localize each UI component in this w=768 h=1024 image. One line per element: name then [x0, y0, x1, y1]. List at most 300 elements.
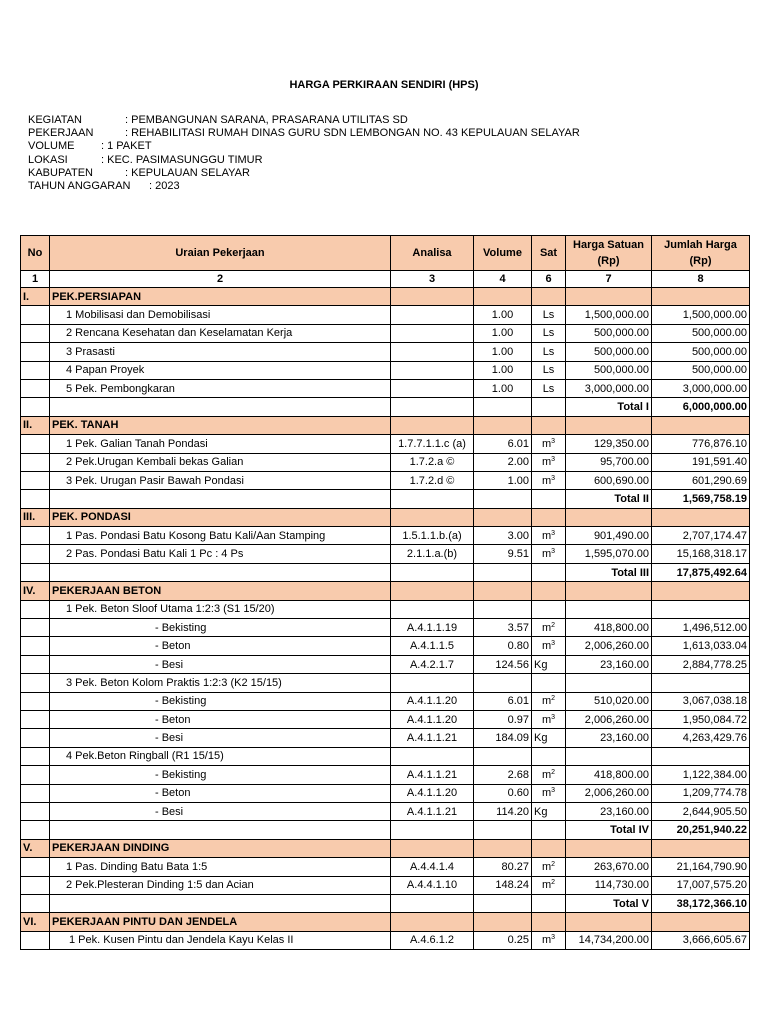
item-harga: 23,160.00	[566, 655, 652, 673]
header-jumlah-line2: (Rp)	[689, 255, 712, 267]
item-volume: 0.80	[474, 637, 532, 655]
item-sat	[532, 379, 566, 397]
item-harga: 2,006,260.00	[566, 637, 652, 655]
empty-cell	[21, 821, 50, 839]
item-sat	[532, 545, 566, 563]
info-value: : REHABILITASI RUMAH DINAS GURU SDN LEMBONGAN NO. 43 KEPULAUAN SELAYAR	[125, 127, 580, 140]
item-name: 3 Pek. Beton Kolom Praktis 1:2:3 (K2 15/15)	[50, 674, 391, 692]
empty-cell	[532, 398, 566, 416]
item-jumlah: 776,876.10	[652, 435, 750, 453]
empty-cell	[652, 416, 750, 434]
item-analisa: 1.7.2.d ©	[391, 471, 474, 489]
item-jumlah	[652, 600, 750, 618]
table-row	[21, 471, 750, 489]
item-harga: 114,730.00	[566, 876, 652, 894]
item-analisa: A.4.4.1.4	[391, 858, 474, 876]
section-name: PEK. TANAH	[50, 416, 391, 434]
unit-text: m	[541, 548, 552, 561]
item-sat	[532, 692, 566, 710]
item-sat	[532, 747, 566, 765]
empty-cell	[474, 821, 532, 839]
item-sat	[532, 619, 566, 637]
item-name: 3 Prasasti	[50, 343, 391, 361]
table-row	[21, 766, 750, 784]
unit-exponent: 3	[551, 529, 556, 537]
table-row	[21, 324, 750, 342]
info-lokasi	[28, 153, 263, 167]
info-label: PEKERJAAN	[28, 127, 94, 140]
item-sat	[532, 343, 566, 361]
item-name: - Beton	[50, 710, 391, 728]
table-row	[21, 527, 750, 545]
empty-cell	[21, 802, 50, 820]
item-sat	[532, 674, 566, 692]
item-harga: 500,000.00	[566, 343, 652, 361]
empty-cell	[566, 508, 652, 526]
item-harga	[566, 600, 652, 618]
table-row	[21, 784, 750, 802]
total-row	[21, 398, 750, 416]
info-volume	[28, 140, 152, 153]
item-analisa	[391, 600, 474, 618]
section-name: PEK.PERSIAPAN	[50, 288, 391, 306]
empty-cell	[21, 453, 50, 471]
info-kegiatan	[28, 114, 408, 127]
total-label: Total III	[566, 563, 652, 581]
item-jumlah: 1,209,774.78	[652, 784, 750, 802]
item-harga: 95,700.00	[566, 453, 652, 471]
header-jumlah-harga	[652, 236, 750, 271]
item-volume: 6.01	[474, 692, 532, 710]
total-value: 1,569,758.19	[652, 490, 750, 508]
empty-cell	[474, 913, 532, 931]
item-name: - Beton	[50, 637, 391, 655]
empty-cell	[532, 563, 566, 581]
item-analisa: A.4.1.1.21	[391, 802, 474, 820]
table-row	[21, 729, 750, 747]
item-harga: 1,595,070.00	[566, 545, 652, 563]
info-value: : 2023	[149, 179, 180, 192]
item-sat	[532, 361, 566, 379]
item-sat	[532, 784, 566, 802]
info-kabupaten	[28, 166, 250, 180]
item-jumlah: 15,168,318.17	[652, 545, 750, 563]
item-volume: 6.01	[474, 435, 532, 453]
col-number: 3	[391, 271, 474, 288]
info-pekerjaan	[28, 127, 580, 140]
section-name: PEKERJAAN DINDING	[50, 839, 391, 857]
empty-cell	[21, 876, 50, 894]
empty-cell	[21, 729, 50, 747]
unit-exponent: 3	[551, 437, 556, 445]
empty-cell	[532, 894, 566, 912]
item-volume: 1.00	[474, 306, 532, 324]
empty-cell	[391, 508, 474, 526]
table-row	[21, 802, 750, 820]
empty-cell	[474, 563, 532, 581]
item-volume: 1.00	[474, 324, 532, 342]
unit-exponent: 2	[551, 695, 556, 703]
item-jumlah: 1,500,000.00	[652, 306, 750, 324]
table-row	[21, 453, 750, 471]
col-number: 6	[532, 271, 566, 288]
item-harga: 23,160.00	[566, 729, 652, 747]
empty-cell	[21, 471, 50, 489]
empty-cell	[21, 894, 50, 912]
table-row	[21, 619, 750, 637]
col-number: 7	[566, 271, 652, 288]
table-row	[21, 306, 750, 324]
table-row	[21, 747, 750, 765]
empty-cell	[21, 655, 50, 673]
item-sat	[532, 600, 566, 618]
total-value: 20,251,940.22	[652, 821, 750, 839]
item-name: - Beton	[50, 784, 391, 802]
section-number: IV.	[21, 582, 50, 600]
empty-cell	[652, 913, 750, 931]
empty-cell	[652, 582, 750, 600]
unit-exponent: 3	[551, 456, 556, 464]
unit-text: m	[541, 437, 552, 450]
total-value: 17,875,492.64	[652, 563, 750, 581]
item-jumlah: 2,707,174.47	[652, 527, 750, 545]
unit-exponent: 2	[551, 879, 556, 887]
section-name: PEK. PONDASI	[50, 508, 391, 526]
section-row	[21, 839, 750, 857]
unit-exponent: 2	[551, 621, 556, 629]
info-tahun	[28, 179, 180, 193]
empty-cell	[50, 563, 391, 581]
unit-text: m	[541, 768, 552, 781]
item-volume: 1.00	[474, 361, 532, 379]
item-jumlah: 500,000.00	[652, 324, 750, 342]
item-sat	[532, 876, 566, 894]
item-harga: 600,690.00	[566, 471, 652, 489]
item-analisa: A.4.1.1.21	[391, 729, 474, 747]
empty-cell	[391, 490, 474, 508]
empty-cell	[474, 490, 532, 508]
empty-cell	[21, 379, 50, 397]
item-volume: 1.00	[474, 343, 532, 361]
empty-cell	[50, 821, 391, 839]
total-value: 38,172,366.10	[652, 894, 750, 912]
column-number-row	[21, 271, 750, 288]
empty-cell	[50, 398, 391, 416]
item-name: 2 Rencana Kesehatan dan Keselamatan Kerja	[50, 324, 391, 342]
item-jumlah: 1,613,033.04	[652, 637, 750, 655]
item-name: 5 Pek. Pembongkaran	[50, 379, 391, 397]
empty-cell	[21, 306, 50, 324]
unit-text: m	[541, 640, 552, 653]
item-harga	[566, 747, 652, 765]
col-number: 8	[652, 271, 750, 288]
item-name: - Besi	[50, 729, 391, 747]
item-harga: 418,800.00	[566, 619, 652, 637]
section-number: II.	[21, 416, 50, 434]
table-row	[21, 876, 750, 894]
unit-text: Kg	[534, 732, 548, 745]
unit-text: Ls	[542, 345, 555, 358]
item-jumlah	[652, 674, 750, 692]
item-analisa: A.4.1.1.20	[391, 784, 474, 802]
empty-cell	[21, 858, 50, 876]
section-row	[21, 288, 750, 306]
empty-cell	[532, 416, 566, 434]
total-row	[21, 894, 750, 912]
empty-cell	[391, 839, 474, 857]
info-label: VOLUME	[28, 140, 75, 153]
item-analisa	[391, 747, 474, 765]
item-analisa: 1.5.1.1.b.(a)	[391, 527, 474, 545]
item-harga: 510,020.00	[566, 692, 652, 710]
empty-cell	[391, 398, 474, 416]
unit-text: Ls	[542, 364, 555, 377]
header-no: No	[21, 236, 50, 271]
header-analisa: Analisa	[391, 236, 474, 271]
item-name: 1 Mobilisasi dan Demobilisasi	[50, 306, 391, 324]
unit-text: Ls	[542, 382, 555, 395]
empty-cell	[391, 563, 474, 581]
table-row	[21, 858, 750, 876]
unit-text: m	[541, 529, 552, 542]
page-title: HARGA PERKIRAAN SENDIRI (HPS)	[289, 79, 479, 91]
item-sat	[532, 471, 566, 489]
section-row	[21, 416, 750, 434]
item-harga: 2,006,260.00	[566, 710, 652, 728]
item-analisa	[391, 361, 474, 379]
table-row	[21, 692, 750, 710]
item-sat	[532, 453, 566, 471]
empty-cell	[391, 913, 474, 931]
empty-cell	[532, 821, 566, 839]
empty-cell	[474, 839, 532, 857]
empty-cell	[532, 582, 566, 600]
item-sat	[532, 802, 566, 820]
item-volume: 0.25	[474, 931, 532, 949]
item-name: - Bekisting	[50, 766, 391, 784]
item-volume: 2.00	[474, 453, 532, 471]
empty-cell	[566, 416, 652, 434]
unit-text: m	[541, 474, 552, 487]
item-jumlah: 1,950,084.72	[652, 710, 750, 728]
unit-exponent: 2	[551, 860, 556, 868]
table-row	[21, 931, 750, 949]
item-jumlah: 191,591.40	[652, 453, 750, 471]
item-harga	[566, 674, 652, 692]
item-jumlah: 4,263,429.76	[652, 729, 750, 747]
item-jumlah: 17,007,575.20	[652, 876, 750, 894]
item-analisa	[391, 379, 474, 397]
empty-cell	[21, 398, 50, 416]
empty-cell	[474, 582, 532, 600]
item-sat	[532, 710, 566, 728]
empty-cell	[21, 931, 50, 949]
section-name: PEKERJAAN PINTU DAN JENDELA	[50, 913, 391, 931]
table-row	[21, 655, 750, 673]
table-row	[21, 637, 750, 655]
empty-cell	[21, 637, 50, 655]
table-row	[21, 710, 750, 728]
item-jumlah: 2,644,905.50	[652, 802, 750, 820]
item-name: 1 Pas. Pondasi Batu Kosong Batu Kali/Aan Stamping	[50, 527, 391, 545]
info-label: KEGIATAN	[28, 114, 82, 126]
empty-cell	[21, 619, 50, 637]
item-name: 1 Pek. Beton Sloof Utama 1:2:3 (S1 15/20)	[50, 600, 391, 618]
item-sat	[532, 324, 566, 342]
empty-cell	[21, 710, 50, 728]
item-name: - Bekisting	[50, 619, 391, 637]
item-volume: 124.56	[474, 655, 532, 673]
item-jumlah	[652, 747, 750, 765]
item-harga: 901,490.00	[566, 527, 652, 545]
unit-text: m	[541, 621, 552, 634]
item-volume: 3.00	[474, 527, 532, 545]
empty-cell	[532, 490, 566, 508]
empty-cell	[21, 545, 50, 563]
item-analisa: 2.1.1.a.(b)	[391, 545, 474, 563]
empty-cell	[21, 343, 50, 361]
item-sat	[532, 637, 566, 655]
item-jumlah: 2,884,778.25	[652, 655, 750, 673]
col-number: 2	[50, 271, 391, 288]
info-label: KABUPATEN	[28, 166, 93, 179]
header-harga-satuan	[566, 236, 652, 271]
item-harga: 23,160.00	[566, 802, 652, 820]
item-name: 1 Pas. Dinding Batu Bata 1:5	[50, 858, 391, 876]
table-row	[21, 600, 750, 618]
table-row	[21, 435, 750, 453]
empty-cell	[652, 288, 750, 306]
header-uraian: Uraian Pekerjaan	[50, 236, 391, 271]
col-number: 4	[474, 271, 532, 288]
header-sat: Sat	[532, 236, 566, 271]
item-name: 4 Papan Proyek	[50, 361, 391, 379]
item-jumlah: 21,164,790.90	[652, 858, 750, 876]
item-sat	[532, 435, 566, 453]
unit-text: m	[541, 456, 552, 469]
empty-cell	[474, 508, 532, 526]
empty-cell	[532, 913, 566, 931]
info-label: LOKASI	[28, 153, 68, 166]
item-volume: 80.27	[474, 858, 532, 876]
item-jumlah: 500,000.00	[652, 343, 750, 361]
empty-cell	[566, 839, 652, 857]
section-name: PEKERJAAN BETON	[50, 582, 391, 600]
empty-cell	[474, 398, 532, 416]
item-name: 2 Pek.Urugan Kembali bekas Galian	[50, 453, 391, 471]
unit-text: m	[541, 934, 552, 947]
empty-cell	[21, 766, 50, 784]
item-volume: 184.09	[474, 729, 532, 747]
empty-cell	[652, 508, 750, 526]
item-analisa	[391, 324, 474, 342]
item-harga: 500,000.00	[566, 324, 652, 342]
unit-text: m	[541, 860, 552, 873]
item-analisa: 1.7.2.a ©	[391, 453, 474, 471]
item-jumlah: 601,290.69	[652, 471, 750, 489]
item-volume: 114.20	[474, 802, 532, 820]
section-number: VI.	[21, 913, 50, 931]
total-label: Total II	[566, 490, 652, 508]
item-jumlah: 3,000,000.00	[652, 379, 750, 397]
total-label: Total V	[566, 894, 652, 912]
item-name: 2 Pas. Pondasi Batu Kali 1 Pc : 4 Ps	[50, 545, 391, 563]
total-row	[21, 821, 750, 839]
section-number: I.	[21, 288, 50, 306]
item-harga: 263,670.00	[566, 858, 652, 876]
empty-cell	[474, 894, 532, 912]
empty-cell	[474, 288, 532, 306]
item-name: - Besi	[50, 802, 391, 820]
table-header-row	[21, 236, 750, 271]
unit-exponent: 3	[551, 474, 556, 482]
table-row	[21, 343, 750, 361]
unit-exponent: 3	[551, 640, 556, 648]
section-number: V.	[21, 839, 50, 857]
col-number: 1	[21, 271, 50, 288]
empty-cell	[391, 416, 474, 434]
empty-cell	[566, 288, 652, 306]
unit-exponent: 3	[551, 934, 556, 942]
unit-text: m	[541, 879, 552, 892]
item-harga: 1,500,000.00	[566, 306, 652, 324]
unit-text: Kg	[534, 658, 548, 671]
item-jumlah: 500,000.00	[652, 361, 750, 379]
item-analisa: A.4.4.1.10	[391, 876, 474, 894]
empty-cell	[566, 913, 652, 931]
item-analisa: A.4.1.1.20	[391, 710, 474, 728]
item-harga: 418,800.00	[566, 766, 652, 784]
unit-exponent: 3	[551, 787, 556, 795]
item-jumlah: 1,122,384.00	[652, 766, 750, 784]
empty-cell	[391, 288, 474, 306]
empty-cell	[21, 361, 50, 379]
item-analisa: A.4.1.1.20	[391, 692, 474, 710]
header-jumlah-line1: Jumlah Harga	[664, 239, 737, 251]
item-volume: 2.68	[474, 766, 532, 784]
item-sat	[532, 766, 566, 784]
info-value: : 1 PAKET	[101, 140, 152, 153]
item-analisa: A.4.1.1.19	[391, 619, 474, 637]
item-analisa	[391, 306, 474, 324]
empty-cell	[532, 288, 566, 306]
info-value: : KEC. PASIMASUNGGU TIMUR	[101, 153, 263, 166]
section-row	[21, 913, 750, 931]
info-value: : KEPULAUAN SELAYAR	[125, 166, 250, 179]
section-row	[21, 508, 750, 526]
item-jumlah: 1,496,512.00	[652, 619, 750, 637]
item-volume: 1.00	[474, 471, 532, 489]
item-volume: 1.00	[474, 379, 532, 397]
item-name: 1 Pek. Kusen Pintu dan Jendela Kayu Kelas II	[50, 931, 391, 949]
header-harga-line2: (Rp)	[597, 255, 620, 267]
empty-cell	[21, 490, 50, 508]
section-number: III.	[21, 508, 50, 526]
empty-cell	[474, 416, 532, 434]
empty-cell	[21, 674, 50, 692]
total-row	[21, 563, 750, 581]
item-sat	[532, 858, 566, 876]
unit-text: Ls	[542, 327, 555, 340]
empty-cell	[532, 839, 566, 857]
header-harga-line1: Harga Satuan	[573, 239, 644, 251]
header-volume: Volume	[474, 236, 532, 271]
item-name: 2 Pek.Plesteran Dinding 1:5 dan Acian	[50, 876, 391, 894]
empty-cell	[50, 490, 391, 508]
empty-cell	[21, 527, 50, 545]
item-analisa: A.4.1.1.5	[391, 637, 474, 655]
total-label: Total I	[566, 398, 652, 416]
